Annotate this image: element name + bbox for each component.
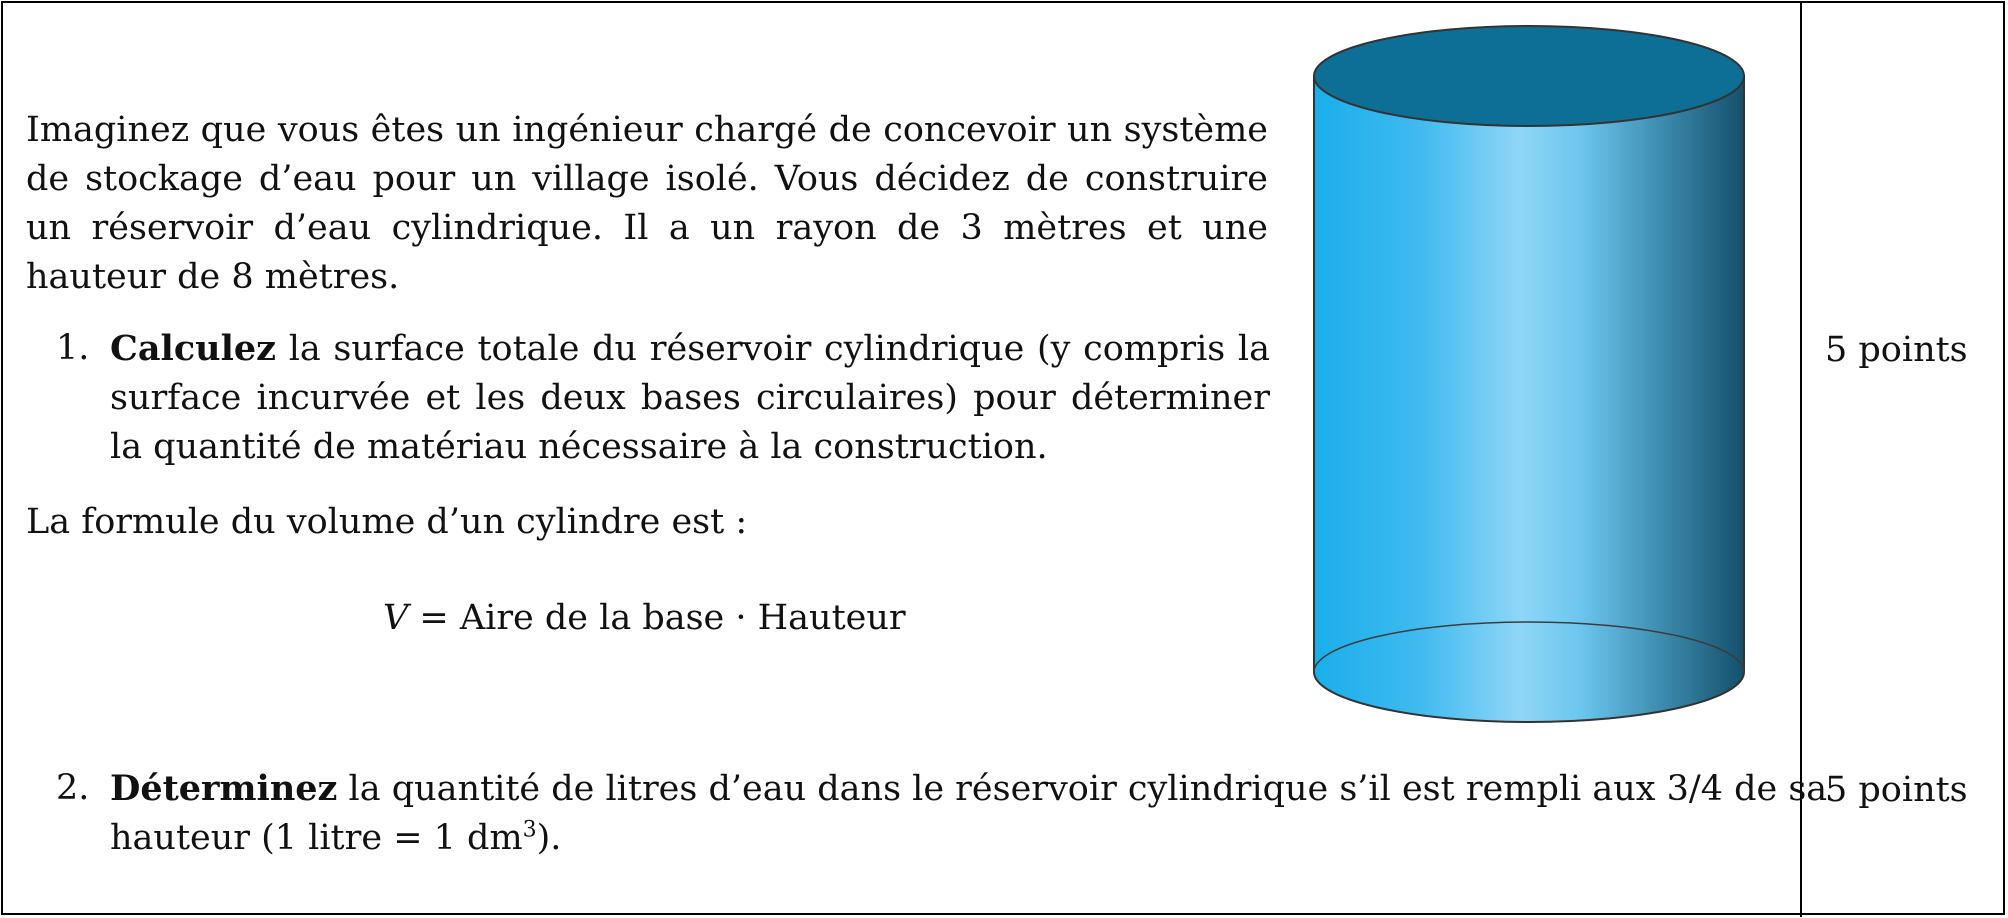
cylinder-body (1314, 76, 1744, 722)
question-1-number: 1. (56, 328, 90, 368)
volume-formula (383, 594, 906, 643)
question-2-body (110, 764, 1830, 863)
question-2-superscript: 3 (522, 817, 537, 843)
formula-expression: Aire de la base · Hauteur (459, 598, 906, 638)
question-2-number: 2. (56, 768, 90, 808)
question-2-end: ). (536, 818, 562, 858)
intro-text: Imaginez que vous êtes un ingénieur chargé de concevoir un système de stockage d’eau pour un village isolé. Vous décidez de construire un réservoir d’eau cylindrique. Il a un rayon de 3 mètres et une hauteur de 8 mètres. (26, 110, 1268, 297)
question-2-verb: Déterminez (110, 768, 338, 809)
question-2-text: la quantité de litres d’eau dans le réservoir cylindrique s’il est rempli aux 3/4 de sa hauteur (1 litre = 1 dm (110, 769, 1828, 858)
points-question-1: 5 points (1825, 330, 1968, 370)
cylinder-top (1314, 26, 1744, 126)
question-1-body (110, 324, 1270, 472)
formula-intro: La formule du volume d’un cylindre est : (26, 502, 748, 542)
formula-equals: = (408, 598, 460, 638)
question-1-text: la surface totale du réservoir cylindrique (y compris la surface incurvée et les deux bases circulaires) pour déterminer la quantité de matériau nécessaire à la construction. (110, 329, 1270, 467)
formula-variable: V (383, 598, 409, 638)
question-1-verb: Calculez (110, 328, 277, 369)
points-question-2: 5 points (1825, 770, 1968, 810)
cylinder-illustration (1300, 18, 1760, 730)
intro-paragraph (26, 106, 1268, 302)
